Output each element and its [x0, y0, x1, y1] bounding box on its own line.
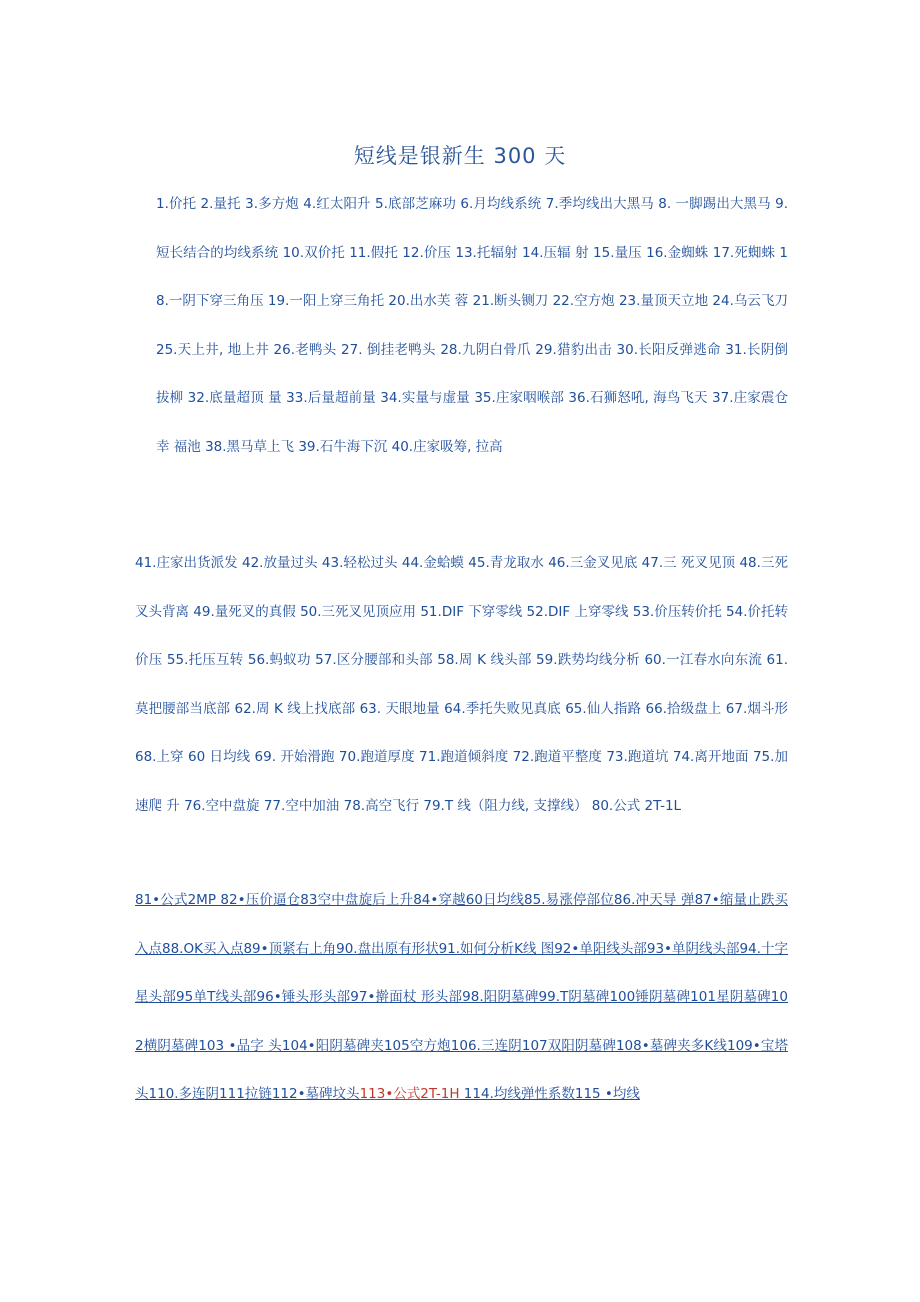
pattern-list-81-112-text[interactable]: 81•公式2MP 82•压价逼仓83空中盘旋后上升84•穿越60日均线85.易涨停部位86.冲天导 弹87•缩量止跌买入点88.OK买入点89•顶紧右上角90.盘出原有形状91.如何分析K线 图92•单阳线头部93•单阴线头部94.十字星头部95单T线头部96•锤头形头部97•擀面杖 形头部98.阳阴墓碑99.T阴墓碑100锤阴墓碑101星阴墓碑102横阴墓碑103 •品字 头104•阳阴墓碑夹105空方炮106.三连阴107双阳阴墓碑108•墓碑夹多K线109•宝塔 头110.多连阴111拉链112•墓碑坟头 — [135, 892, 788, 1102]
pattern-list-81-115[interactable] — [135, 876, 788, 1119]
pattern-list-41-80: 41.庄家出货派发 42.放量过头 43.轻松过头 44.金蛤蟆 45.青龙取水 46.三金叉见底 47.三 死叉见顶 48.三死叉头背离 49.量死叉的真假 50.三死叉见顶应用 51.DIF 下穿零线 52.DIF 上穿零线 53.价压转价托 54.价托转价压 55.托压互转 56.蚂蚁功 57.区分腰部和头部 58.周 K 线头部 59.跌势均线分析 60.一江春水向东流 61.莫把腰部当底部 62.周 K 线上找底部 63. 天眼地量 64.季托失败见真底 65.仙人指路 66.拾级盘上 67.烟斗形 68.上穿 60 日均线 69. 开始滑跑 70.跑道厚度 71.跑道倾斜度 72.跑道平整度 73.跑道坑 74.离开地面 75.加速爬 升 76.空中盘旋 77.空中加油 78.高空飞行 79.T 线（阻力线, 支撑线） 80.公式 2T-1L — [135, 555, 788, 814]
highlighted-formula-113[interactable]: 113•公式2T-1H — [359, 1086, 460, 1102]
pattern-list-1-40: 1.价托 2.量托 3.多方炮 4.红太阳升 5.底部芝麻功 6.月均线系统 7.季均线出大黑马 8. 一脚踢出大黑马 9.短长结合的均线系统 10.双价托 11.假托 12.价压 13.托辐射 14.压辐 射 15.量压 16.金蜘蛛 17.死蜘蛛 18.一阴下穿三角压 19.一阳上穿三角托 20.出水芙 蓉 21.断头铡刀 22.空方炮 23.量顶天立地 24.乌云飞刀 25.天上井, 地上井 26.老鸭头 27. 倒挂老鸭头 28.九阴白骨爪 29.猎豹出击 30.长阳反弹逃命 31.长阴倒拔柳 32.底量超顶 量 33.后量超前量 34.实量与虚量 35.庄家咽喉部 36.石狮怒吼, 海鸟飞天 37.庄家震仓幸 福池 38.黑马草上飞 39.石牛海下沉 40.庄家吸筹, 拉高 — [156, 196, 788, 455]
document-title: 短线是银新生 300 天 — [353, 144, 567, 168]
pattern-list-114-115-text[interactable]: 114.均线弹性系数115 •均线 — [459, 1086, 640, 1102]
